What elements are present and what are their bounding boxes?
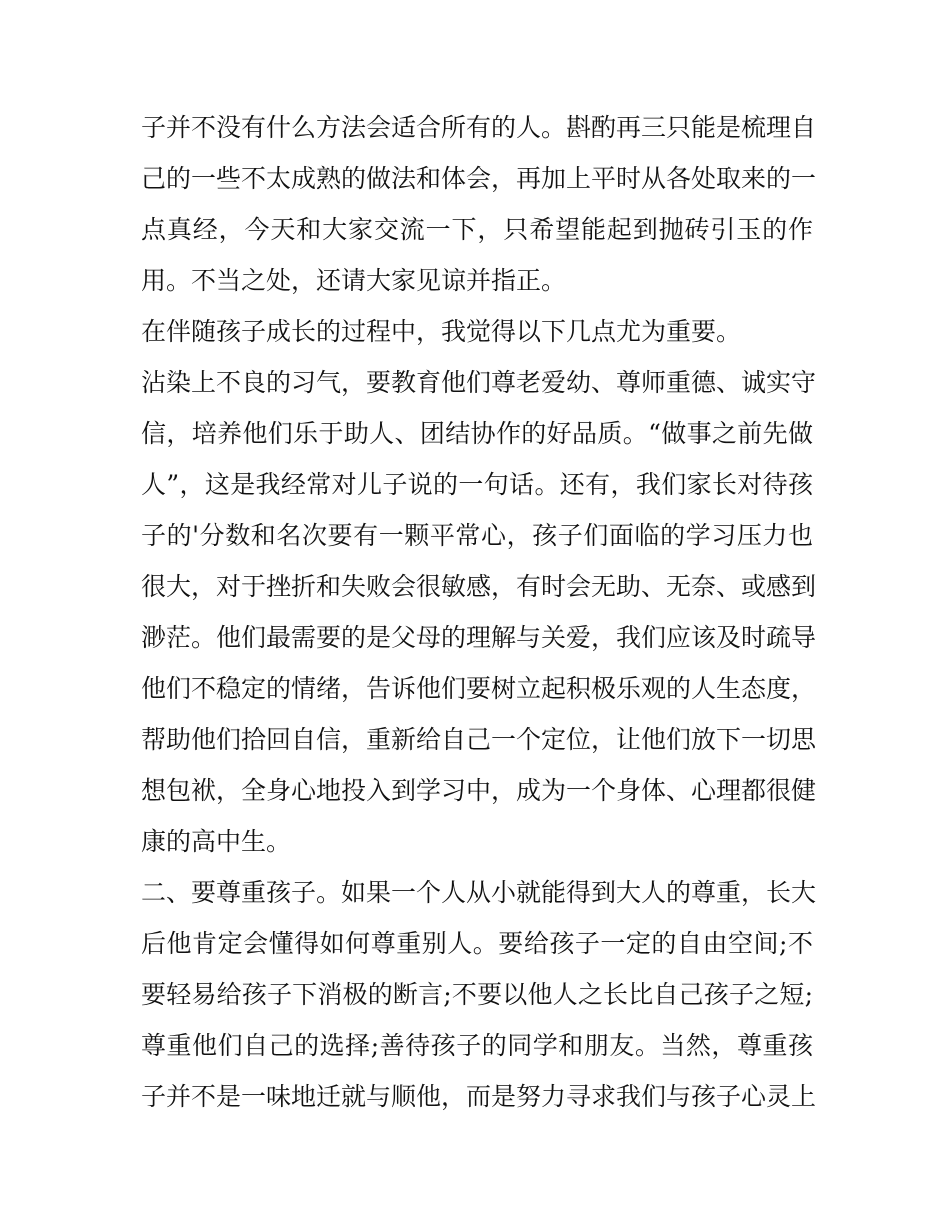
text-line: 子并不是一味地迁就与顺他，而是努力寻求我们与孩子心灵上 [141,1082,817,1111]
document-body [141,102,817,1122]
text-line: 子并不没有什么方法会适合所有的人。斟酌再三只能是梳理自 [141,113,817,142]
text-line: 子的'分数和名次要有一颗平常心，孩子们面临的学习压力也 [141,521,813,550]
text-line: 渺茫。他们最需要的是父母的理解与关爱，我们应该及时疏导 [141,623,817,652]
paragraph-3 [141,357,817,867]
text-line: 人”，这是我经常对儿子说的一句话。还有，我们家长对待孩 [141,470,813,499]
paragraph-4 [141,867,817,1122]
text-line: 用。不当之处，还请大家见谅并指正。 [141,266,567,295]
text-line: 康的高中生。 [141,827,292,856]
text-line: 很大，对于挫折和失败会很敏感，有时会无助、无奈、或感到 [141,572,817,601]
text-line: 要轻易给孩子下消极的断言;不要以他人之长比自己孩子之短; [141,980,813,1009]
text-line: 尊重他们自己的选择;善待孩子的同学和朋友。当然，尊重孩 [141,1031,813,1060]
paragraph-2 [141,306,813,357]
text-line: 帮助他们拾回自信，重新给自己一个定位，让他们放下一切思 [141,725,817,754]
text-line: 己的一些不太成熟的做法和体会，再加上平时从各处取来的一 [141,164,817,193]
paragraph-1 [141,102,817,306]
text-line: 信，培养他们乐于助人、团结协作的好品质。“做事之前先做 [141,419,813,448]
text-line: 他们不稳定的情绪，告诉他们要树立起积极乐观的人生态度， [141,674,817,703]
text-line: 二、要尊重孩子。如果一个人从小就能得到大人的尊重，长大 [141,878,817,907]
text-line: 沾染上不良的习气，要教育他们尊老爱幼、尊师重德、诚实守 [141,368,817,397]
text-line: 点真经，今天和大家交流一下，只希望能起到抛砖引玉的作 [141,215,813,244]
text-line: 在伴随孩子成长的过程中，我觉得以下几点尤为重要。 [141,317,742,346]
text-line: 想包袱，全身心地投入到学习中，成为一个身体、心理都很健 [141,776,817,805]
text-line: 后他肯定会懂得如何尊重别人。要给孩子一定的自由空间;不 [141,929,813,958]
